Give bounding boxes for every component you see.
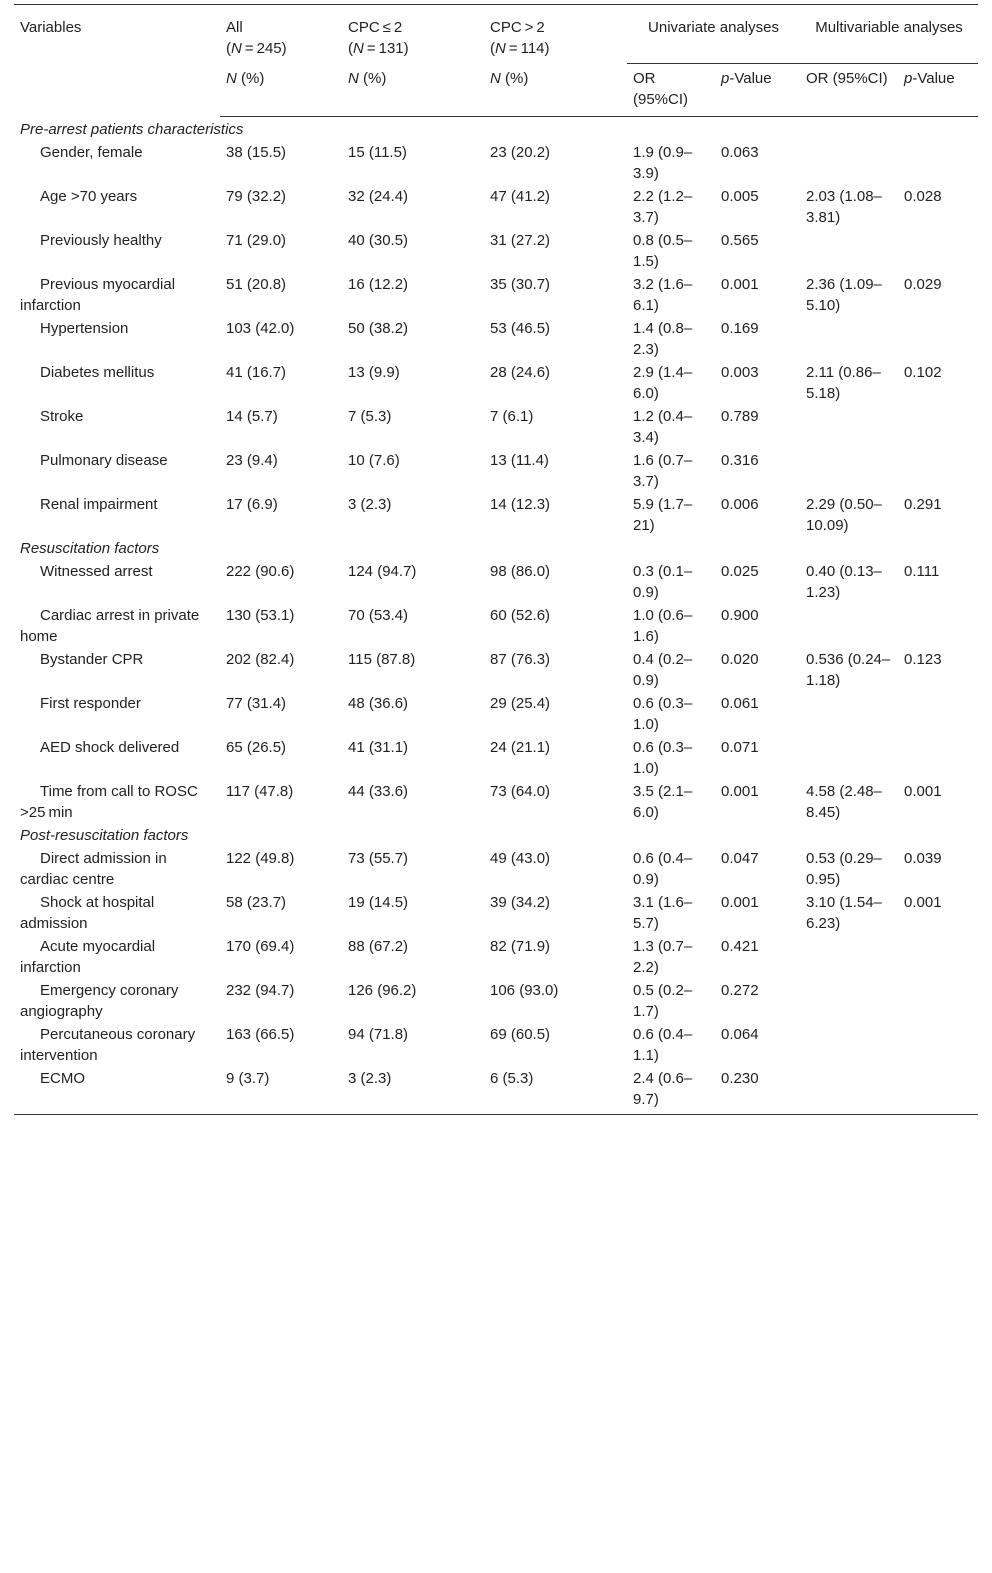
cell-all: 65 (26.5) (226, 739, 287, 756)
cell-all: 222 (90.6) (226, 563, 295, 580)
cell-multi-or: 0.536 (0.24–1.18) (806, 651, 891, 689)
cell-uni-p: 0.001 (721, 276, 759, 293)
cell-variable: Cardiac arrest in private home (20, 607, 200, 645)
cell-cpc-gt: 14 (12.3) (490, 496, 551, 513)
cell-cpc-le: 50 (38.2) (348, 320, 409, 337)
cell-multi-or: 2.11 (0.86–5.18) (806, 364, 881, 402)
cell-cpc-gt: 73 (64.0) (490, 783, 551, 800)
cell-cpc-le: 41 (31.1) (348, 739, 409, 756)
cell-uni-or: 2.9 (1.4–6.0) (633, 364, 693, 402)
cell-uni-or: 5.9 (1.7–21) (633, 496, 693, 534)
cell-variable: Witnessed arrest (40, 563, 153, 580)
cell-multi-p (898, 735, 978, 779)
cell-variable: Previously healthy (40, 232, 162, 249)
cell-variable: AED shock delivered (40, 739, 180, 756)
cell-multi-or (800, 448, 898, 492)
cell-cpc-gt: 53 (46.5) (490, 320, 551, 337)
cell-variable: Time from call to ROSC >25 min (20, 783, 198, 821)
subheader-all-npct (220, 64, 342, 117)
cell-cpc-gt: 29 (25.4) (490, 695, 551, 712)
cell-cpc-le: 16 (12.2) (348, 276, 409, 293)
cell-cpc-le: 3 (2.3) (348, 496, 392, 513)
cell-uni-p: 0.005 (721, 188, 759, 205)
cell-multi-or (800, 735, 898, 779)
cell-cpc-gt: 13 (11.4) (490, 452, 549, 469)
cell-all: 58 (23.7) (226, 894, 287, 911)
cell-multi-or: 2.03 (1.08–3.81) (806, 188, 882, 226)
cell-all: 71 (29.0) (226, 232, 287, 249)
cell-cpc-le: 73 (55.7) (348, 850, 409, 867)
cell-all: 117 (47.8) (226, 783, 294, 800)
cell-uni-or: 1.6 (0.7–3.7) (633, 452, 693, 490)
cell-variable: ECMO (40, 1070, 85, 1087)
header-all-label: All (226, 19, 243, 36)
cell-multi-p (898, 978, 978, 1022)
cell-uni-p: 0.025 (721, 563, 759, 580)
cell-cpc-le: 15 (11.5) (348, 144, 407, 161)
cell-multi-or: 2.29 (0.50–10.09) (806, 496, 882, 534)
cell-multi-or (800, 404, 898, 448)
cell-all: 41 (16.7) (226, 364, 287, 381)
section-title: Resuscitation factors (20, 540, 160, 557)
subheader-cpc-le-npct (342, 64, 484, 117)
cell-cpc-gt: 106 (93.0) (490, 982, 559, 999)
header-cpc-gt-label: CPC > 2 (490, 19, 545, 36)
table-row (14, 448, 978, 492)
p-italic: p (904, 70, 913, 87)
cell-multi-p (898, 934, 978, 978)
cell-uni-or: 0.5 (0.2–1.7) (633, 982, 693, 1020)
cell-variable: Gender, female (40, 144, 143, 161)
cell-uni-or: 1.9 (0.9–3.9) (633, 144, 693, 182)
table-row (14, 779, 978, 823)
table-row (14, 735, 978, 779)
cell-cpc-gt: 7 (6.1) (490, 408, 534, 425)
subheader-uni-p (715, 64, 800, 117)
cell-cpc-gt: 49 (43.0) (490, 850, 551, 867)
cell-cpc-le: 3 (2.3) (348, 1070, 392, 1087)
cell-multi-p: 0.123 (904, 651, 942, 668)
cell-multi-or (800, 603, 898, 647)
header-cpc-gt-n: N (495, 40, 506, 57)
cell-variable: Stroke (40, 408, 84, 425)
table-row (14, 272, 978, 316)
cell-cpc-le: 32 (24.4) (348, 188, 409, 205)
header-multivariable: Multivariable analyses (800, 5, 978, 64)
table-row (14, 559, 978, 603)
table-row (14, 1022, 978, 1066)
header-cpc-le-label: CPC ≤ 2 (348, 19, 403, 36)
cell-multi-or: 3.10 (1.54–6.23) (806, 894, 882, 932)
header-cpc-le-2: CPC ≤ 2 (N = 131) (342, 5, 484, 64)
cell-multi-p: 0.039 (904, 850, 942, 867)
cell-multi-p: 0.291 (904, 496, 942, 513)
cell-all: 163 (66.5) (226, 1026, 295, 1043)
cell-uni-p: 0.169 (721, 320, 759, 337)
subheader-uni-or: OR (95%CI) (627, 64, 715, 117)
cell-uni-p: 0.316 (721, 452, 759, 469)
header-all: All (N = 245) (220, 5, 342, 64)
section-title: Pre-arrest patients characteristics (20, 121, 244, 138)
cell-multi-or: 0.53 (0.29–0.95) (806, 850, 882, 888)
header-all-count: = 245) (241, 40, 287, 57)
cell-cpc-le: 124 (94.7) (348, 563, 417, 580)
cell-variable: Acute myocardial infarction (20, 938, 156, 976)
section-header-row (14, 536, 978, 559)
cell-cpc-gt: 6 (5.3) (490, 1070, 534, 1087)
header-cpc-gt-2: CPC > 2 (N = 114) (484, 5, 627, 64)
header-variables: Variables (14, 5, 220, 117)
table-row (14, 890, 978, 934)
cell-variable: Direct admission in cardiac centre (20, 850, 167, 888)
cell-all: 51 (20.8) (226, 276, 287, 293)
cell-uni-or: 2.4 (0.6–9.7) (633, 1070, 693, 1108)
cell-all: 79 (32.2) (226, 188, 287, 205)
cell-variable: Emergency coronary angiography (20, 982, 179, 1020)
npct-n: N (490, 69, 501, 87)
cell-cpc-gt: 98 (86.0) (490, 563, 551, 580)
cell-uni-p: 0.900 (721, 607, 759, 624)
p-italic: p (721, 70, 730, 87)
subheader-multi-p (898, 64, 978, 117)
cell-uni-or: 1.0 (0.6–1.6) (633, 607, 693, 645)
cell-multi-or (800, 140, 898, 184)
cell-cpc-le: 48 (36.6) (348, 695, 409, 712)
cell-multi-or: 4.58 (2.48–8.45) (806, 783, 882, 821)
table-row (14, 140, 978, 184)
table-row (14, 603, 978, 647)
cell-multi-p: 0.001 (904, 783, 942, 800)
cell-uni-or: 0.8 (0.5–1.5) (633, 232, 693, 270)
cell-cpc-gt: 69 (60.5) (490, 1026, 551, 1043)
cell-uni-p: 0.421 (721, 938, 759, 955)
cell-uni-or: 0.4 (0.2–0.9) (633, 651, 693, 689)
npct-rest: (%) (500, 69, 529, 87)
cell-cpc-le: 7 (5.3) (348, 408, 392, 425)
cell-cpc-gt: 87 (76.3) (490, 651, 551, 668)
cell-variable: Bystander CPR (40, 651, 144, 668)
cell-uni-p: 0.020 (721, 651, 759, 668)
table-row (14, 360, 978, 404)
table-body (14, 117, 978, 1115)
table-row (14, 934, 978, 978)
cell-uni-or: 0.3 (0.1–0.9) (633, 563, 693, 601)
header-cpc-le-count: = 131) (363, 40, 409, 57)
cell-uni-p: 0.565 (721, 232, 759, 249)
cell-uni-p: 0.006 (721, 496, 759, 513)
npct-rest: (%) (358, 69, 387, 87)
cell-multi-p (898, 404, 978, 448)
cell-uni-p: 0.063 (721, 144, 759, 161)
cell-cpc-le: 88 (67.2) (348, 938, 409, 955)
cell-uni-p: 0.001 (721, 894, 759, 911)
cell-all: 170 (69.4) (226, 938, 295, 955)
cell-variable: Percutaneous coronary intervention (20, 1026, 196, 1064)
cell-all: 38 (15.5) (226, 144, 287, 161)
cell-multi-or (800, 1066, 898, 1115)
cell-multi-p: 0.001 (904, 894, 942, 911)
section-title: Post-resuscitation factors (20, 827, 189, 844)
cell-uni-or: 2.2 (1.2–3.7) (633, 188, 693, 226)
cell-uni-p: 0.789 (721, 408, 759, 425)
cell-multi-or (800, 228, 898, 272)
table-row (14, 316, 978, 360)
cell-cpc-gt: 23 (20.2) (490, 144, 551, 161)
cell-uni-p: 0.071 (721, 739, 759, 756)
table-row (14, 978, 978, 1022)
cell-uni-p: 0.061 (721, 695, 759, 712)
cell-multi-or (800, 978, 898, 1022)
cell-multi-or (800, 934, 898, 978)
cell-multi-p: 0.029 (904, 276, 942, 293)
cell-all: 232 (94.7) (226, 982, 295, 999)
cell-uni-or: 1.2 (0.4–3.4) (633, 408, 693, 446)
header-cpc-le-n: N (353, 40, 364, 57)
cell-variable: First responder (40, 695, 141, 712)
table-row (14, 846, 978, 890)
section-header-row (14, 823, 978, 846)
cell-cpc-le: 94 (71.8) (348, 1026, 409, 1043)
cell-multi-p: 0.111 (904, 563, 940, 580)
cell-all: 9 (3.7) (226, 1070, 270, 1087)
cell-cpc-le: 19 (14.5) (348, 894, 409, 911)
cell-uni-or: 0.6 (0.4–1.1) (633, 1026, 693, 1064)
table-row (14, 228, 978, 272)
cell-uni-p: 0.064 (721, 1026, 759, 1043)
cell-cpc-le: 10 (7.6) (348, 452, 400, 469)
table-row (14, 404, 978, 448)
cell-all: 122 (49.8) (226, 850, 295, 867)
cell-variable: Pulmonary disease (40, 452, 168, 469)
p-rest: -Value (912, 70, 955, 87)
cell-cpc-gt: 47 (41.2) (490, 188, 551, 205)
header-cpc-gt-count: = 114) (505, 40, 550, 57)
cell-multi-p (898, 603, 978, 647)
section-header-row (14, 117, 978, 141)
cell-uni-p: 0.047 (721, 850, 759, 867)
cell-cpc-le: 70 (53.4) (348, 607, 409, 624)
cell-variable: Previous myocardial infarction (20, 276, 176, 314)
cell-all: 23 (9.4) (226, 452, 278, 469)
cell-variable: Hypertension (40, 320, 129, 337)
table-row (14, 184, 978, 228)
cell-multi-or: 0.40 (0.13–1.23) (806, 563, 882, 601)
cell-cpc-le: 13 (9.9) (348, 364, 400, 381)
npct-rest: (%) (236, 69, 265, 87)
cell-cpc-gt: 82 (71.9) (490, 938, 551, 955)
cell-cpc-gt: 24 (21.1) (490, 739, 551, 756)
cell-variable: Shock at hospital admission (20, 894, 155, 932)
cell-uni-p: 0.003 (721, 364, 759, 381)
cell-multi-p (898, 1022, 978, 1066)
cell-cpc-le: 115 (87.8) (348, 651, 416, 668)
cell-all: 130 (53.1) (226, 607, 295, 624)
cell-uni-or: 0.6 (0.4–0.9) (633, 850, 693, 888)
cell-multi-p (898, 1066, 978, 1115)
table-row (14, 647, 978, 691)
cell-uni-or: 0.6 (0.3–1.0) (633, 695, 693, 733)
cell-multi-or: 2.36 (1.09–5.10) (806, 276, 882, 314)
cell-uni-or: 3.1 (1.6–5.7) (633, 894, 693, 932)
cell-multi-p (898, 316, 978, 360)
header-univariate: Univariate analyses (627, 5, 800, 64)
p-rest: -Value (729, 70, 772, 87)
cell-uni-p: 0.272 (721, 982, 759, 999)
cell-all: 17 (6.9) (226, 496, 278, 513)
cell-cpc-gt: 60 (52.6) (490, 607, 551, 624)
cell-multi-p (898, 140, 978, 184)
cell-multi-or (800, 1022, 898, 1066)
cell-variable: Diabetes mellitus (40, 364, 155, 381)
header-all-n: N (231, 40, 242, 57)
cell-multi-p (898, 691, 978, 735)
subheader-multi-or: OR (95%CI) (800, 64, 898, 117)
cell-uni-p: 0.001 (721, 783, 759, 800)
table-row (14, 691, 978, 735)
cell-uni-or: 0.6 (0.3–1.0) (633, 739, 693, 777)
cell-cpc-le: 126 (96.2) (348, 982, 417, 999)
cell-all: 103 (42.0) (226, 320, 295, 337)
cell-multi-p: 0.102 (904, 364, 942, 381)
cell-variable: Age >70 years (40, 188, 138, 205)
cell-uni-or: 3.2 (1.6–6.1) (633, 276, 693, 314)
cell-uni-or: 1.3 (0.7–2.2) (633, 938, 693, 976)
cell-multi-p (898, 228, 978, 272)
npct-n: N (226, 69, 237, 87)
cell-uni-or: 1.4 (0.8–2.3) (633, 320, 693, 358)
cell-all: 77 (31.4) (226, 695, 287, 712)
cell-cpc-gt: 28 (24.6) (490, 364, 551, 381)
cell-multi-or (800, 691, 898, 735)
cell-multi-or (800, 316, 898, 360)
cell-cpc-le: 44 (33.6) (348, 783, 409, 800)
cell-uni-or: 3.5 (2.1–6.0) (633, 783, 693, 821)
cell-variable: Renal impairment (40, 496, 158, 513)
table-row (14, 492, 978, 536)
subheader-cpc-gt-npct (484, 64, 627, 117)
cell-cpc-gt: 35 (30.7) (490, 276, 551, 293)
cell-multi-p (898, 448, 978, 492)
results-table-container (14, 4, 978, 1115)
table-row (14, 1066, 978, 1115)
cell-uni-p: 0.230 (721, 1070, 759, 1087)
cell-multi-p: 0.028 (904, 188, 942, 205)
cell-cpc-le: 40 (30.5) (348, 232, 409, 249)
cell-cpc-gt: 39 (34.2) (490, 894, 551, 911)
results-table (14, 4, 978, 1115)
cell-cpc-gt: 31 (27.2) (490, 232, 551, 249)
cell-all: 202 (82.4) (226, 651, 295, 668)
cell-all: 14 (5.7) (226, 408, 278, 425)
npct-n: N (348, 69, 359, 87)
